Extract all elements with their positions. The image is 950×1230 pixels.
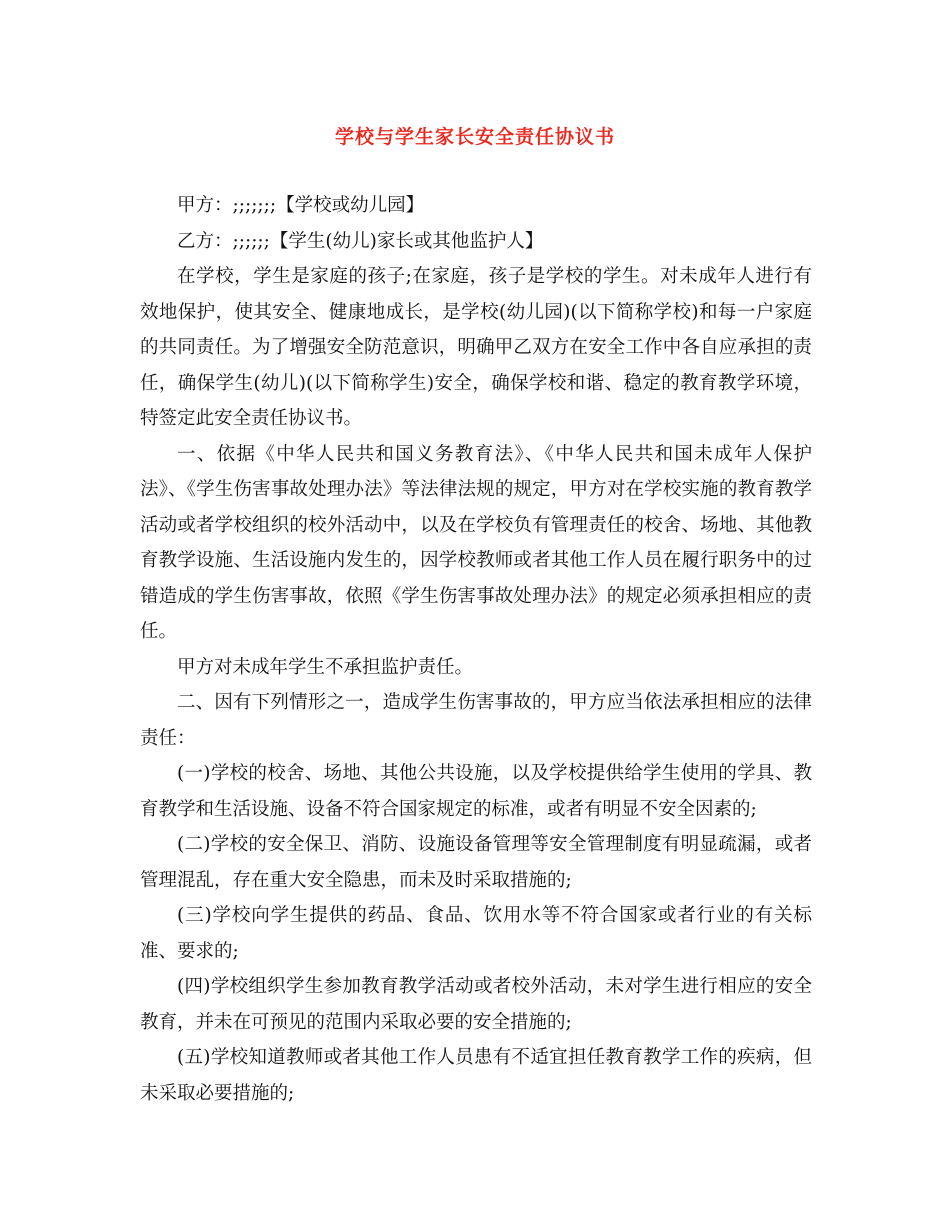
case-two-paragraph: (二)学校的安全保卫、消防、设施设备管理等安全管理制度有明显疏漏，或者管理混乱，存在重大安全隐患，而未及时采取措施的; — [140, 834, 812, 891]
document-title: 学校与学生家长安全责任协议书 — [334, 126, 615, 148]
document-body — [140, 188, 812, 1111]
case-five-paragraph: (五)学校知道教师或者其他工作人员患有不适宜担任教育教学工作的疾病，但未采取必要措施的; — [140, 1047, 812, 1104]
clause-two-paragraph: 二、因有下列情形之一，造成学生伤害事故的，甲方应当依法承担相应的法律责任： — [140, 692, 812, 749]
party-a-line: 甲方：;;;;;;;【学校或幼儿园】 — [177, 195, 425, 216]
no-guardianship-paragraph: 甲方对未成年学生不承担监护责任。 — [177, 656, 474, 678]
case-four-paragraph: (四)学校组织学生参加教育教学活动或者校外活动，未对学生进行相应的安全教育，并未在可预见的范围内采取必要的安全措施的; — [140, 976, 812, 1033]
intro-paragraph: 在学校，学生是家庭的孩子;在家庭，孩子是学校的学生。对未成年人进行有效地保护，使其安全、健康地成长，是学校(幼儿园)(以下简称学校)和每一户家庭的共同责任。为了增强安全防范意识，明确甲乙双方在安全工作中各自应承担的责任，确保学生(幼儿)(以下简称学生)安全，确保学校和谐、稳定的教育教学环境，特签定此安全责任协议书。 — [140, 266, 812, 429]
party-b-line: 乙方：;;;;;;【学生(幼儿)家长或其他监护人】 — [177, 230, 544, 252]
case-three-paragraph: (三)学校向学生提供的药品、食品、饮用水等不符合国家或者行业的有关标准、要求的; — [140, 905, 812, 962]
case-one-paragraph: (一)学校的校舍、场地、其他公共设施，以及学校提供给学生使用的学具、教育教学和生活设施、设备不符合国家规定的标准，或者有明显不安全因素的; — [140, 763, 812, 820]
clause-one-paragraph: 一、依据《中华人民共和国义务教育法》、《中华人民共和国未成年人保护法》、《学生伤害事故处理办法》等法律法规的规定，甲方对在学校实施的教育教学活动或者学校组织的校外活动中，以及在学校负有管理责任的校舍、场地、其他教育教学设施、生活设施内发生的，因学校教师或者其他工作人员在履行职务中的过错造成的学生伤害事故，依照《学生伤害事故处理办法》的规定必须承担相应的责任。 — [140, 443, 812, 642]
